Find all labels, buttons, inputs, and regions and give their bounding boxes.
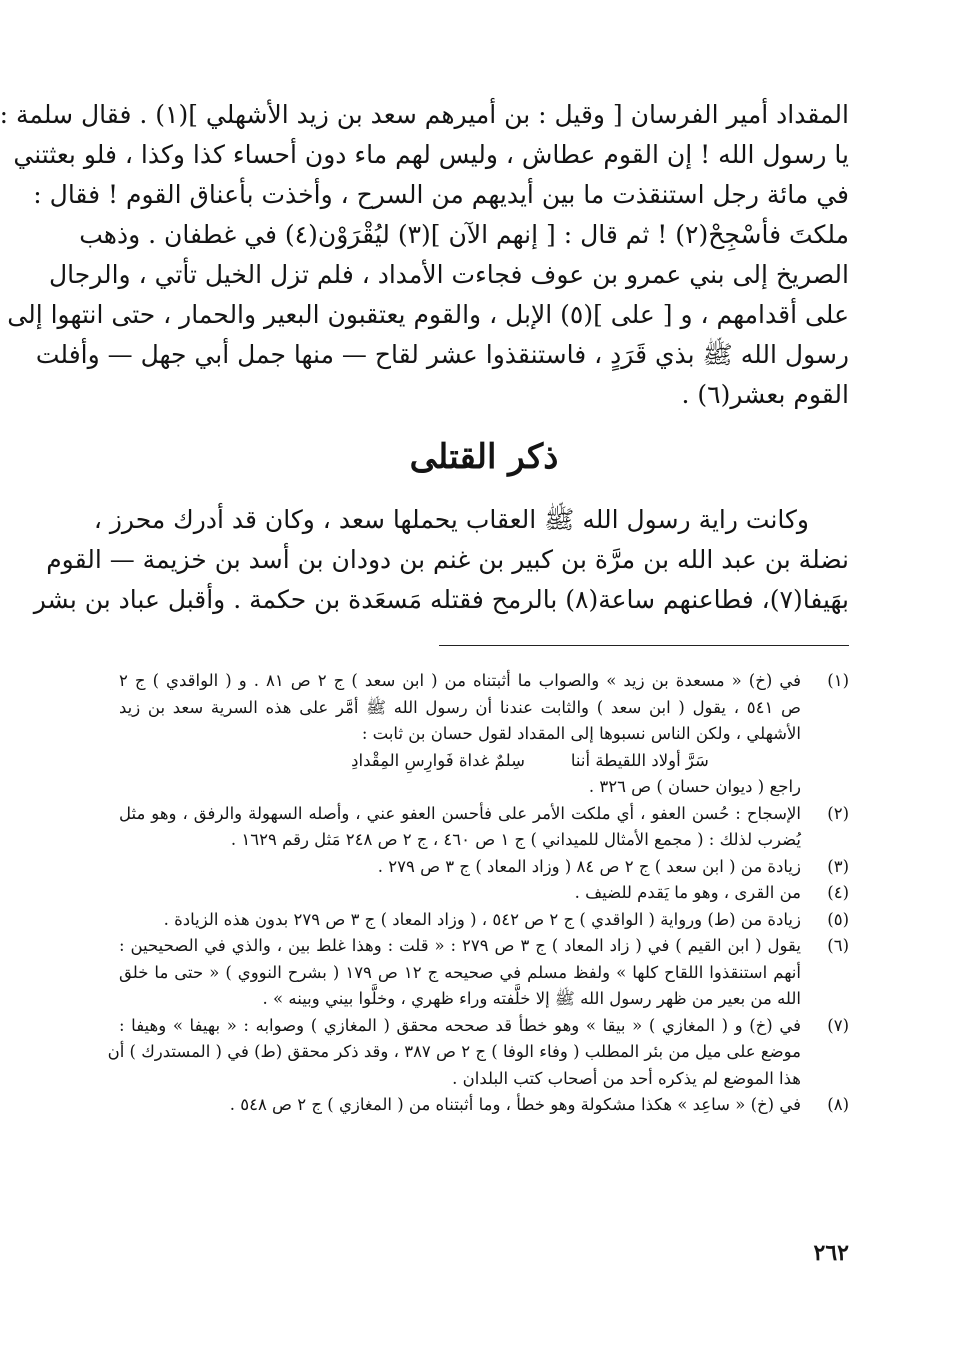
- footnote-text: [119, 907, 801, 934]
- footnote-4: [119, 880, 849, 907]
- verse-hemistich: سَرَّ أولاد اللقيطة أننا: [570, 750, 709, 770]
- paragraph-1-line: على أقدامهم ، و [ على ](٥) الإبل ، والقوم يعتقبون البعير والحمار ، حتى انتهوا إلى: [7, 300, 849, 329]
- footnote-7: [107, 1013, 849, 1093]
- paragraph-1: [0, 95, 849, 415]
- paragraph-1-line: الصريخ إلى بني عمرو بن عوف فجاءت الأمداد ، فلم تزل الخيل تأتي ، والرجال: [48, 260, 849, 289]
- paragraph-2-line: وكانت راية رسول الله ﷺ العقاب يحملها سعد ، وكان قد أدرك محرز ،: [93, 505, 809, 534]
- poetry-verse: [119, 748, 801, 775]
- footnote-line: الأشهلي ، ولكن الناس نسبوها إلى المقداد لقول حسان بن ثابت :: [361, 724, 801, 743]
- paragraph-2-line: نضلة بن عبد الله بن مرَّة بن كبير بن غنم بن دودان بن أسد بن خزيمة — القوم: [46, 545, 849, 574]
- footnote-line: في (خ) و ( المغازي ) « بيقا » وهو خطأ قد صححه محقق ( المغازي ) وصوابه : « بهيفا » وهيفا :: [119, 1015, 801, 1035]
- footnote-number: (٥): [827, 909, 849, 929]
- footnote-text: [119, 933, 801, 1013]
- section-heading: ذكر القتلى: [409, 437, 559, 477]
- footnote-line: ص ٥٤١ ، يقول ( ابن سعد ) والثابت عندنا أن رسول الله ﷺ أمَّر على هذه السرية سعد بن زيد: [119, 697, 801, 717]
- footnote-1: [119, 668, 849, 801]
- footnote-line: زيادة من (ط) ورواية ( الواقدي ) ج ٢ ص ٥٤٢ ، ( وزاد المعاد ) ج ٣ ص ٢٧٩ بدون هذه الزيادة .: [163, 909, 801, 929]
- footnote-line: موضع على ميل من بئر المطلب ( وفاء الوفا ) ج ٢ ص ٣٨٧ ، وقد ذكر محقق (ط) في ( المستدرك ) أن: [107, 1042, 801, 1061]
- footnote-line: في (خ) « مسعدة بن زيد » والصواب ما أثبتناه من ( ابن سعد ) ج ٢ ص ٨١ . و ( الواقدي ) ج ٢: [119, 671, 801, 690]
- footnote-line: يقول ( ابن القيم ) في ( زاد المعاد ) ج ٣ ص ٢٧٩ : « قلت : وهذا غلط بين ، والذي في الصحيحين :: [119, 936, 801, 955]
- footnote-text: [119, 1092, 801, 1119]
- footnote-number: (٤): [827, 883, 849, 902]
- footnote-line: هذا الموضع لم يذكره أحد من أصحاب كتب البلدان .: [452, 1068, 801, 1088]
- footnote-text: [119, 880, 801, 907]
- footnote-line: الله من بعير من ظهر رسول الله ﷺ إلا خلَّفته وراء ظهري ، وخلَّوا بيني وبينه » .: [262, 989, 801, 1008]
- paragraph-1-line: القوم بعشر(٦) .: [681, 380, 849, 409]
- footnote-2: [119, 801, 849, 854]
- footnote-line: من القرى ، وهو ما يَقدم للضيف .: [574, 883, 801, 902]
- paragraph-1-line: رسول الله ﷺ بذي قَرَدٍ ، فاستنقذوا عشر لقاح — منها جمل أبي جهل — وأفلت: [35, 340, 849, 369]
- footnote-number: (٣): [827, 856, 849, 876]
- verse-hemistich: سِلمٌ غداة فَوارِسِ المِقْدادِ: [351, 750, 525, 770]
- footnote-line: أنهم استنقذوا اللقاح كلها » ولفظ مسلم في صحيحه ج ١٢ ص ١٧٩ ( بشرح النووي ) « حتى ما خلق: [119, 962, 801, 982]
- paragraph-2-line: بهَيفا(٧)، فطاعنهم ساعة(٨) بالرمح فقتله مَسعَدة بن حكمة . وأقبل عباد بن بشر: [33, 585, 849, 614]
- footnote-line: الإسجاح : حُسن العفو ، أي ملكت الأمر على فأحسن العفو عني ، وأصله السهولة والرفق ، وهو مثل: [119, 803, 801, 823]
- footnote-divider: [439, 645, 849, 646]
- paragraph-2: [33, 500, 849, 620]
- footnote-3: [119, 854, 849, 881]
- paragraph-1-line: ملكتَ فأسْجِحْ(٢) ! ثم قال : [ إنهم الآن ](٣) ليُقْرَوْن(٤) في غطفان . وذهب: [79, 220, 849, 249]
- footnote-number: (٢): [827, 803, 849, 823]
- footnote-number: (١): [827, 671, 849, 690]
- footnote-text: [119, 668, 801, 801]
- footnote-number: (٦): [827, 936, 849, 955]
- paragraph-1-line: يا رسول الله ! إن القوم عطاش ، وليس لهم ماء دون أحساء كذا وكذا ، فلو بعثتني: [13, 140, 849, 169]
- footnote-line: زيادة من ( ابن سعد ) ج ٢ ص ٨٤ ( وزاد المعاد ) ج ٣ ص ٢٧٩ .: [377, 856, 801, 876]
- footnote-text: [119, 801, 801, 854]
- footnote-line: راجع ( ديوان حسان ) ص ٣٢٦ .: [588, 777, 801, 796]
- footnote-8: [119, 1092, 849, 1119]
- footnote-text: [107, 1013, 801, 1093]
- footnote-5: [119, 907, 849, 934]
- footnote-text: [119, 854, 801, 881]
- page-number: ٢٦٢: [813, 1240, 849, 1266]
- footnote-number: (٧): [827, 1015, 849, 1035]
- footnote-line: يُضرب لذلك : ( مجمع الأمثال للميداني ) ج ١ ص ٤٦٠ ، ج ٢ ص ٢٤٨ مَثل رقم ١٦٢٩ .: [230, 830, 801, 849]
- footnote-number: (٨): [827, 1095, 849, 1114]
- footnote-line: في (خ) « ساعِد » هكذا مشكولة وهو خطأ ، وما أثبتناه من ( المغازي ) ج ٢ ص ٥٤٨ .: [229, 1095, 801, 1114]
- footnotes: [107, 668, 849, 1119]
- footnote-6: [119, 933, 849, 1013]
- paragraph-1-line: في مائة رجل استنقذت ما بين أيديهم من السرح ، وأخذت بأعناق القوم ! فقال :: [33, 180, 849, 209]
- paragraph-1-line: المقداد أمير الفرسان [ وقيل : بن أميرهم سعد بن زيد الأشهلي ](١) . فقال سلمة :: [0, 100, 849, 129]
